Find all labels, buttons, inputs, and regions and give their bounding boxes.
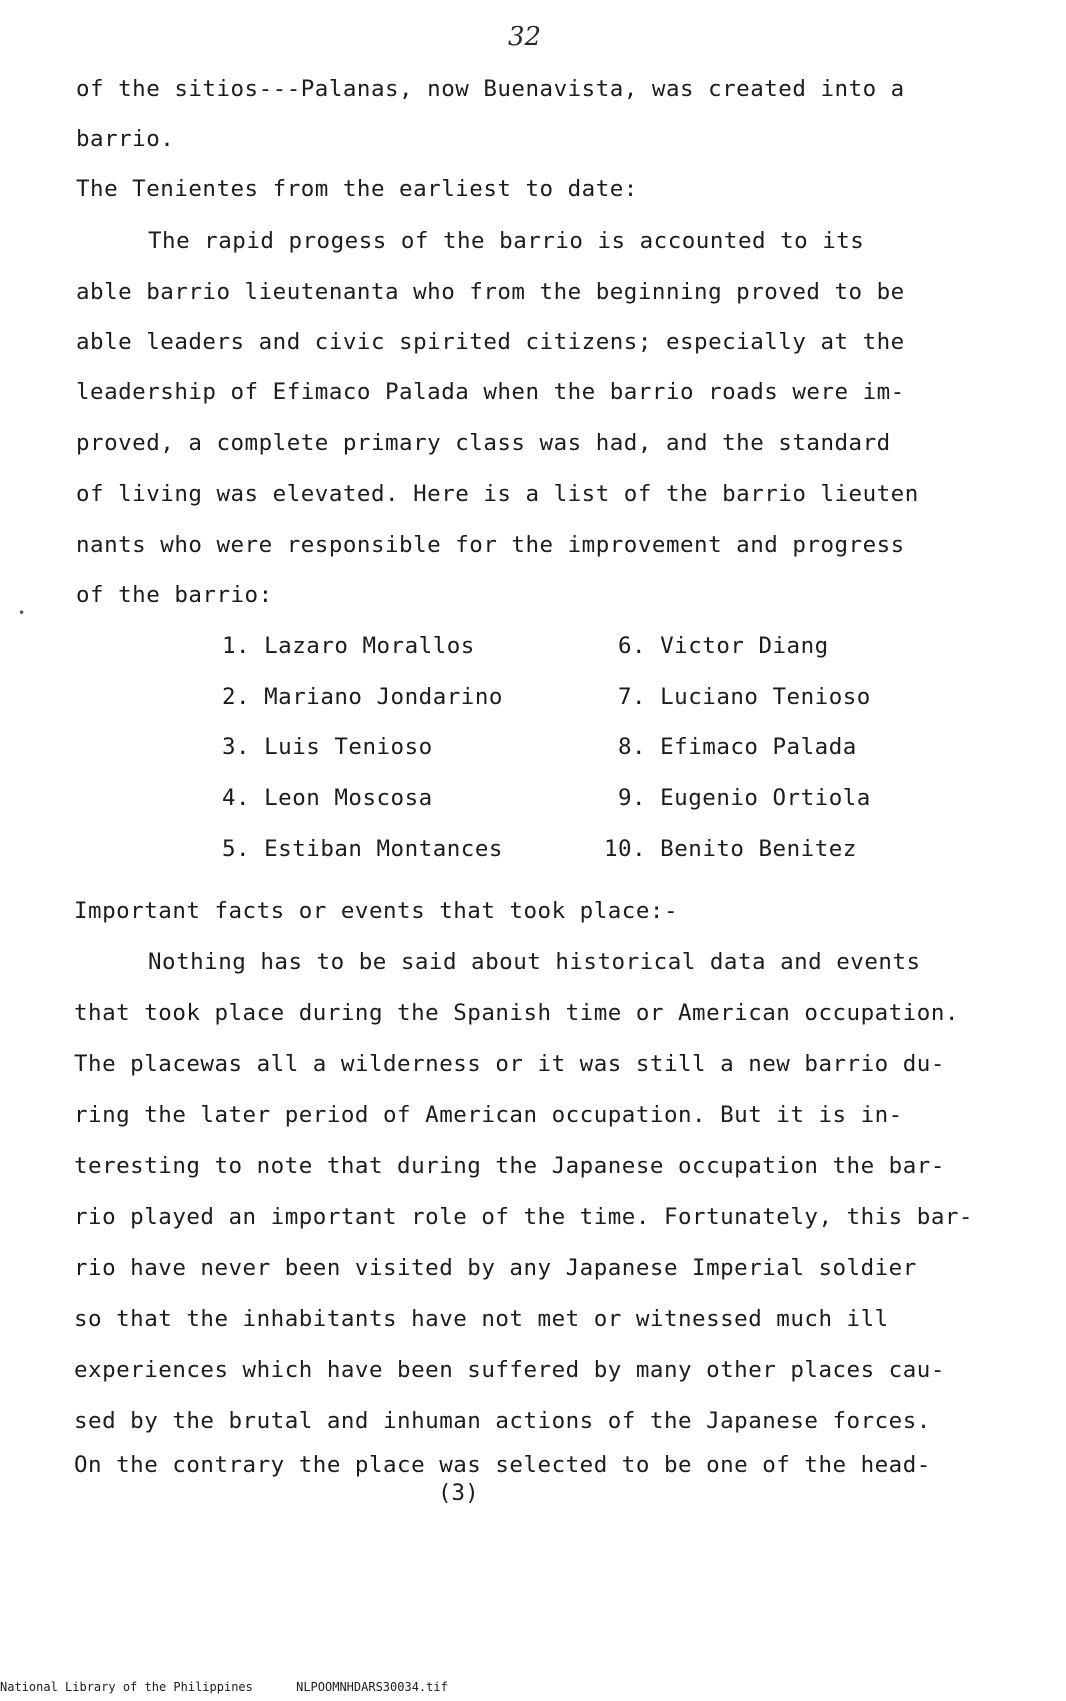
- paragraph-line: that took place during the Spanish time or American occupation.: [74, 1000, 959, 1026]
- teniente-item: 8. Efimaco Palada: [618, 734, 857, 760]
- paragraph-line: so that the inhabitants have not met or witnessed much ill: [74, 1306, 889, 1332]
- teniente-item: 10. Benito Benitez: [604, 836, 857, 862]
- file-name: NLPOOMNHDARS30034.tif: [296, 1680, 448, 1694]
- library-name: National Library of the Philippines: [0, 1680, 253, 1694]
- paragraph-line: sed by the brutal and inhuman actions of the Japanese forces.: [74, 1408, 931, 1434]
- teniente-item: 9. Eugenio Ortiola: [618, 785, 871, 811]
- scan-caption: [0, 1680, 484, 1694]
- paragraph-line: The rapid progess of the barrio is accounted to its: [148, 228, 865, 254]
- intro-line: of the sitios---Palanas, now Buenavista, was created into a: [76, 76, 905, 102]
- teniente-item: 6. Victor Diang: [618, 633, 829, 659]
- paragraph-line: rio played an important role of the time. Fortunately, this bar-: [74, 1204, 973, 1230]
- paragraph-line: teresting to note that during the Japanese occupation the bar-: [74, 1153, 945, 1179]
- paragraph-line: of living was elevated. Here is a list of the barrio lieuten: [76, 481, 919, 507]
- teniente-item: 7. Luciano Tenioso: [618, 684, 871, 710]
- teniente-item: 5. Estiban Montances: [222, 836, 503, 862]
- teniente-item: 3. Luis Tenioso: [222, 734, 433, 760]
- ink-speck: •: [18, 606, 26, 620]
- intro-line: barrio.: [76, 126, 175, 152]
- paragraph-line: rio have never been visited by any Japanese Imperial soldier: [74, 1255, 917, 1281]
- section-heading-events: Important facts or events that took place:-: [74, 898, 678, 924]
- paragraph-line: of the barrio:: [76, 582, 273, 608]
- teniente-item: 2. Mariano Jondarino: [222, 684, 503, 710]
- section-heading-tenientes: The Tenientes from the earliest to date:: [76, 176, 638, 202]
- teniente-item: 4. Leon Moscosa: [222, 785, 433, 811]
- paragraph-line: able leaders and civic spirited citizens; especially at the: [76, 329, 905, 355]
- paragraph-line: ring the later period of American occupation. But it is in-: [74, 1102, 903, 1128]
- paragraph-line: nants who were responsible for the improvement and progress: [76, 532, 905, 558]
- paragraph-line: On the contrary the place was selected to be one of the head-: [74, 1452, 931, 1478]
- paragraph-line: The placewas all a wilderness or it was still a new barrio du-: [74, 1051, 945, 1077]
- page-number: 32: [508, 22, 542, 52]
- paragraph-line: able barrio lieutenanta who from the beginning proved to be: [76, 279, 905, 305]
- paragraph-line: Nothing has to be said about historical data and events: [148, 949, 921, 975]
- paragraph-line: leadership of Efimaco Palada when the barrio roads were im-: [76, 379, 905, 405]
- paragraph-line: experiences which have been suffered by many other places cau-: [74, 1357, 945, 1383]
- teniente-item: 1. Lazaro Morallos: [222, 633, 475, 659]
- paragraph-line: proved, a complete primary class was had, and the standard: [76, 430, 891, 456]
- footer-page-number: (3): [438, 1480, 479, 1506]
